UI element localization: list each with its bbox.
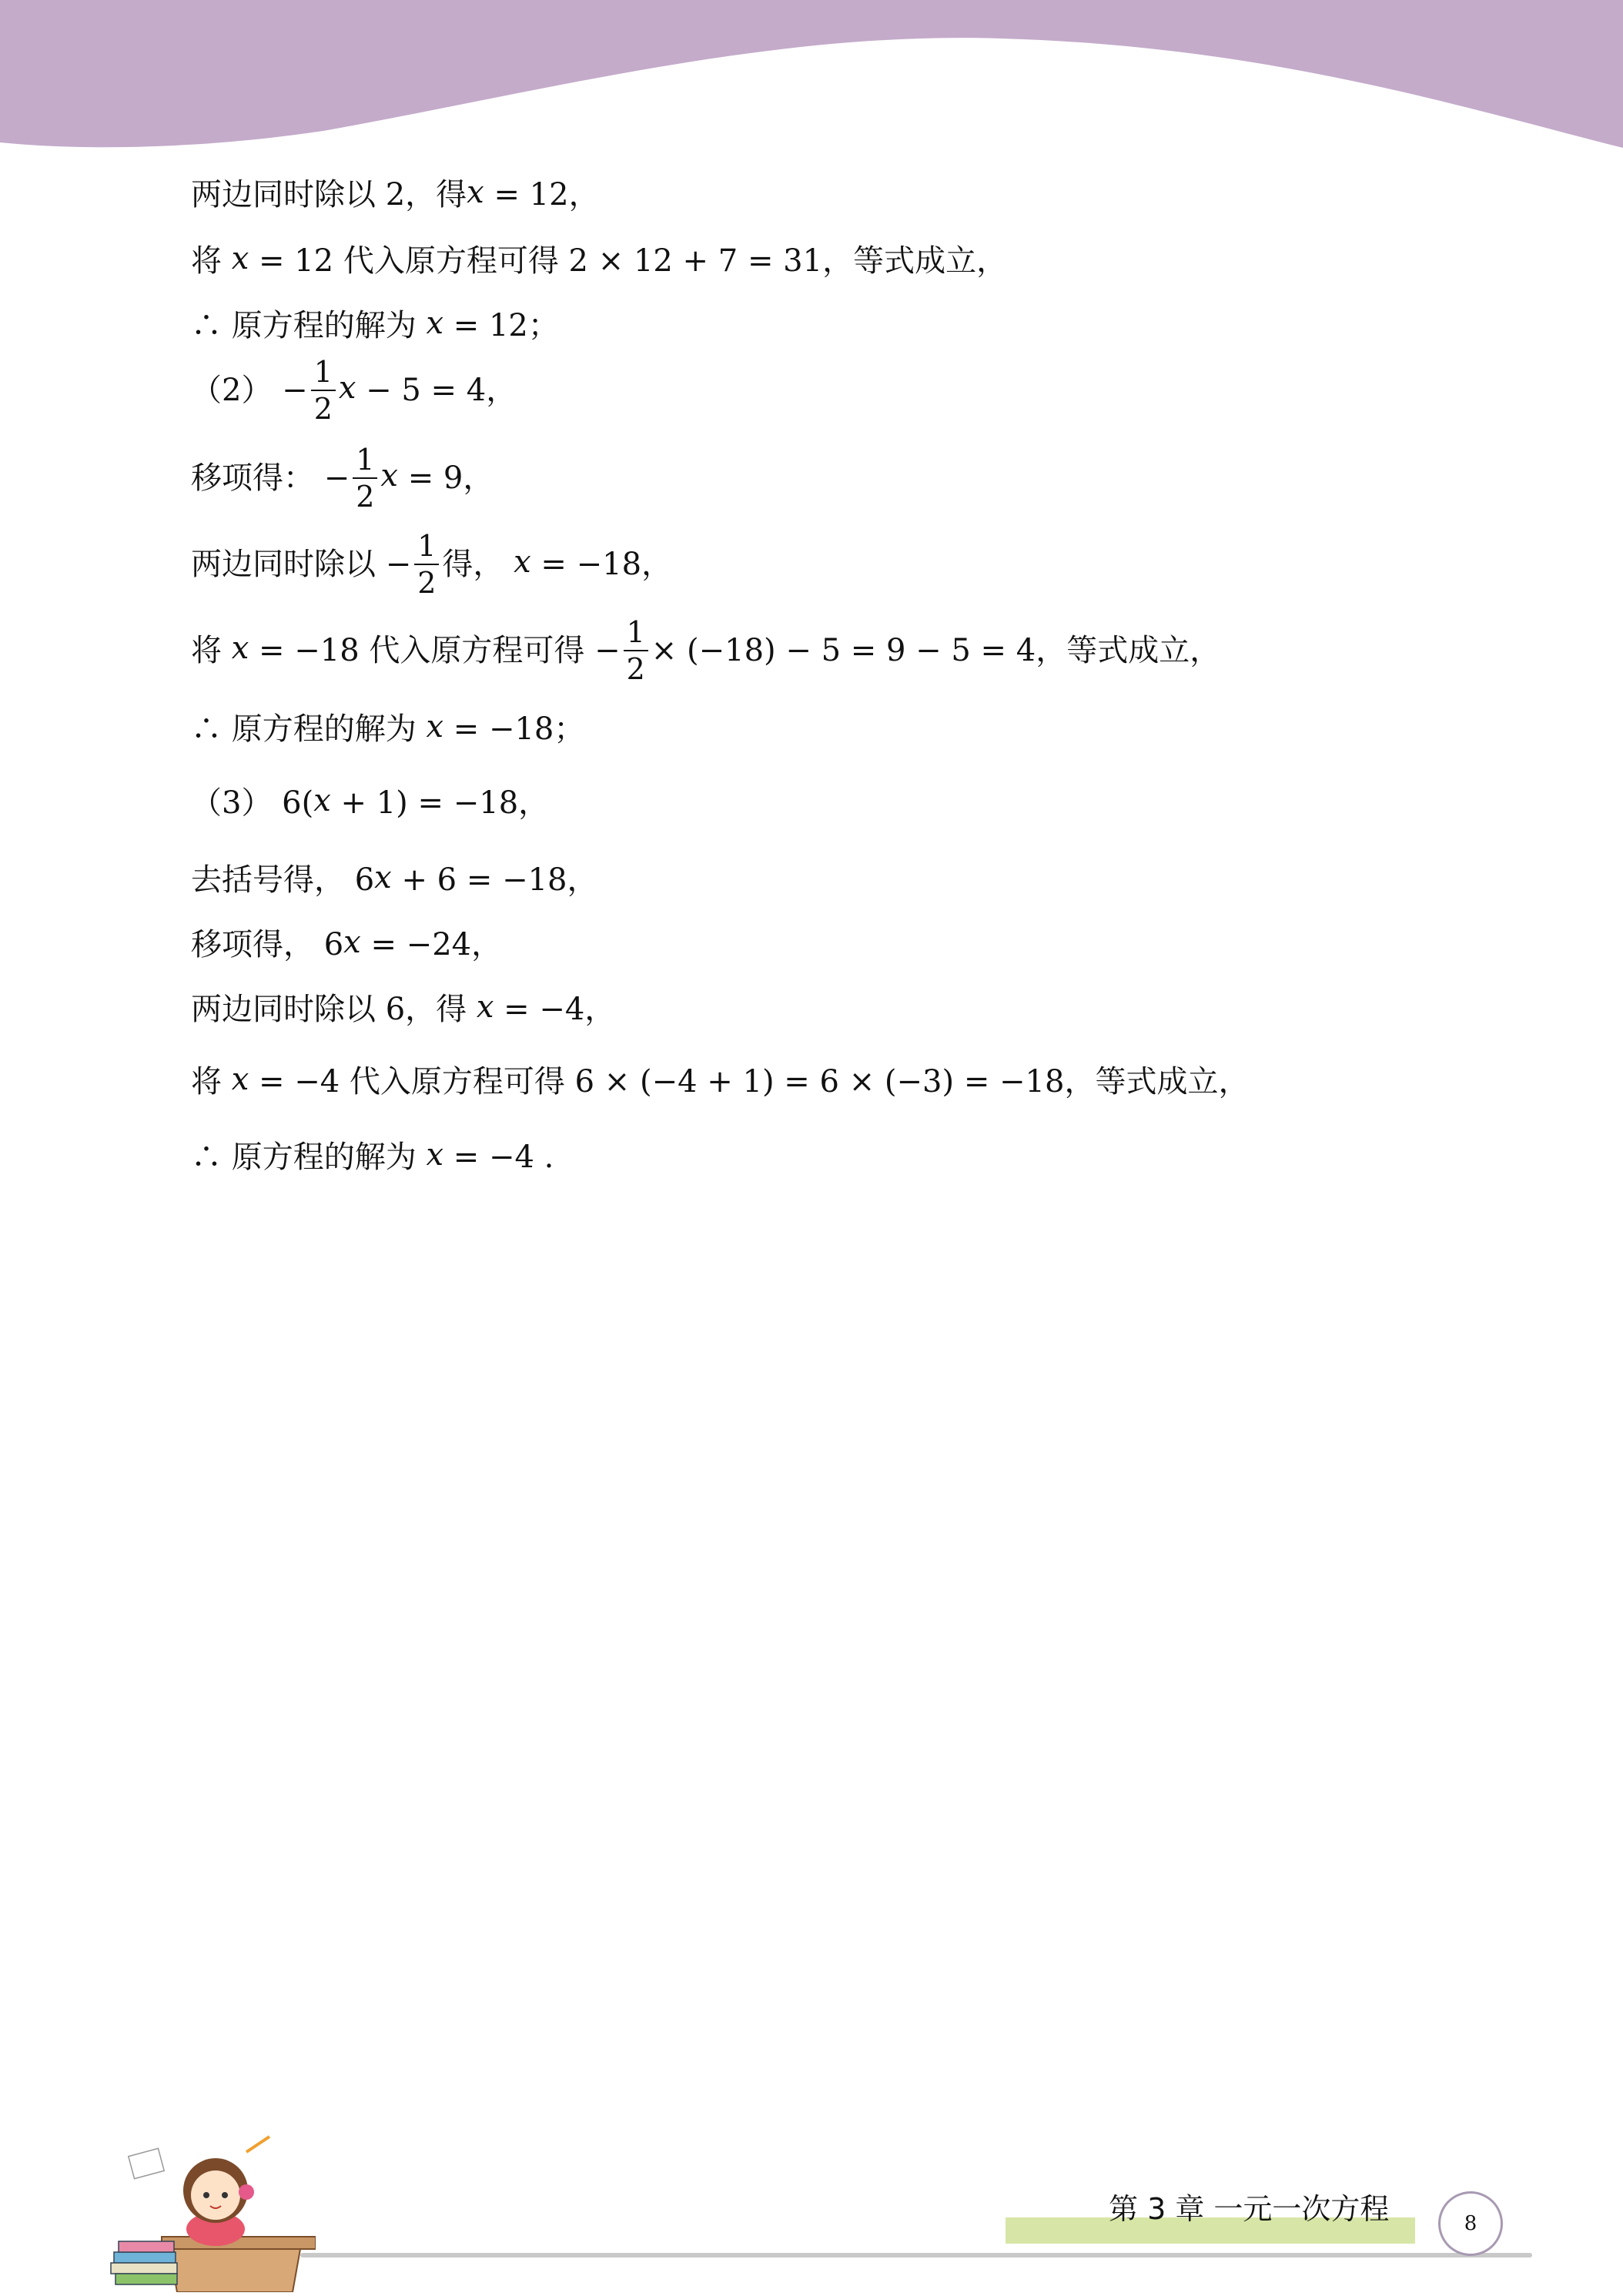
text: − 5 = 4， [356,373,517,408]
text: 将 [191,633,232,668]
step-line [191,443,494,514]
denominator: 2 [356,480,375,514]
step-line [191,781,549,823]
variable: x [374,860,392,895]
fraction [624,615,648,686]
variable: x [231,631,249,666]
step-line [191,707,584,749]
variable: x [231,241,249,276]
text: 去括号得， 6 [191,862,375,898]
text: 移项得： − [191,460,350,496]
text: = −24， [360,927,503,962]
variable: x [426,709,443,745]
variable: x [467,175,484,210]
text: × (−18) − 5 = 9 − 5 = 4，等式成立， [651,633,1221,668]
variable: x [343,925,361,960]
text: ∴ 原方程的解为 [191,308,427,343]
header-decorative-band [0,0,1623,154]
text: = −4 代入原方程可得 6 × (−4 + 1) = 6 × (−3) = −18，等式成立， [249,1064,1250,1099]
text: 将 [191,1064,232,1099]
denominator: 2 [313,392,333,426]
text: + 1) = −18， [330,785,550,821]
fraction [353,443,377,514]
girl-reading-illustration-icon [108,2121,316,2292]
text: 移项得， 6 [191,927,344,962]
text: ∴ 原方程的解为 [191,1140,427,1175]
fraction [311,355,336,426]
step-line [191,922,502,965]
page-number: 8 [1438,2191,1503,2256]
step-line [191,529,673,600]
variable: x [380,458,398,494]
step-line [191,615,1221,686]
text: = 12； [443,308,559,343]
variable: x [426,306,443,341]
text: = 9， [397,460,494,496]
text: = 12， [484,177,600,213]
text: = −18； [443,711,585,747]
step-line [191,1135,554,1177]
step-line [191,239,1007,281]
chapter-title: 第 3 章 一元一次方程 [1109,2192,1390,2226]
denominator: 2 [626,652,645,686]
fraction [414,529,439,600]
step-line [191,987,615,1029]
text: + 6 = −18， [391,862,598,898]
text: = 12 代入原方程可得 2 × 12 + 7 = 31，等式成立， [249,243,1008,279]
text: 两边同时除以 6，得 [191,992,477,1027]
text: = −18， [530,547,673,582]
step-line [191,172,600,215]
variable: x [514,544,531,580]
variable: x [476,989,494,1025]
text: = −4 . [443,1140,554,1175]
numerator: 1 [624,618,648,651]
text: 将 [191,243,232,279]
numerator: 1 [311,357,336,391]
numerator: 1 [414,531,439,565]
variable: x [426,1137,443,1173]
text: = −18 代入原方程可得 − [249,633,621,668]
variable: x [231,1062,249,1097]
text: 两边同时除以 − [191,547,412,582]
variable: x [313,783,331,818]
variable: x [338,370,356,406]
footer-divider [300,2253,1532,2258]
step-line [191,355,517,426]
step-line [191,858,598,900]
text: （3） 6( [191,785,314,821]
text: ∴ 原方程的解为 [191,711,427,747]
denominator: 2 [417,566,437,600]
text: （2） − [191,373,308,408]
step-line [191,303,559,346]
numerator: 1 [353,445,377,479]
step-line [191,1059,1249,1102]
text: 两边同时除以 2，得 [191,177,467,213]
text: = −4， [494,992,616,1027]
text: 得， [442,547,514,582]
